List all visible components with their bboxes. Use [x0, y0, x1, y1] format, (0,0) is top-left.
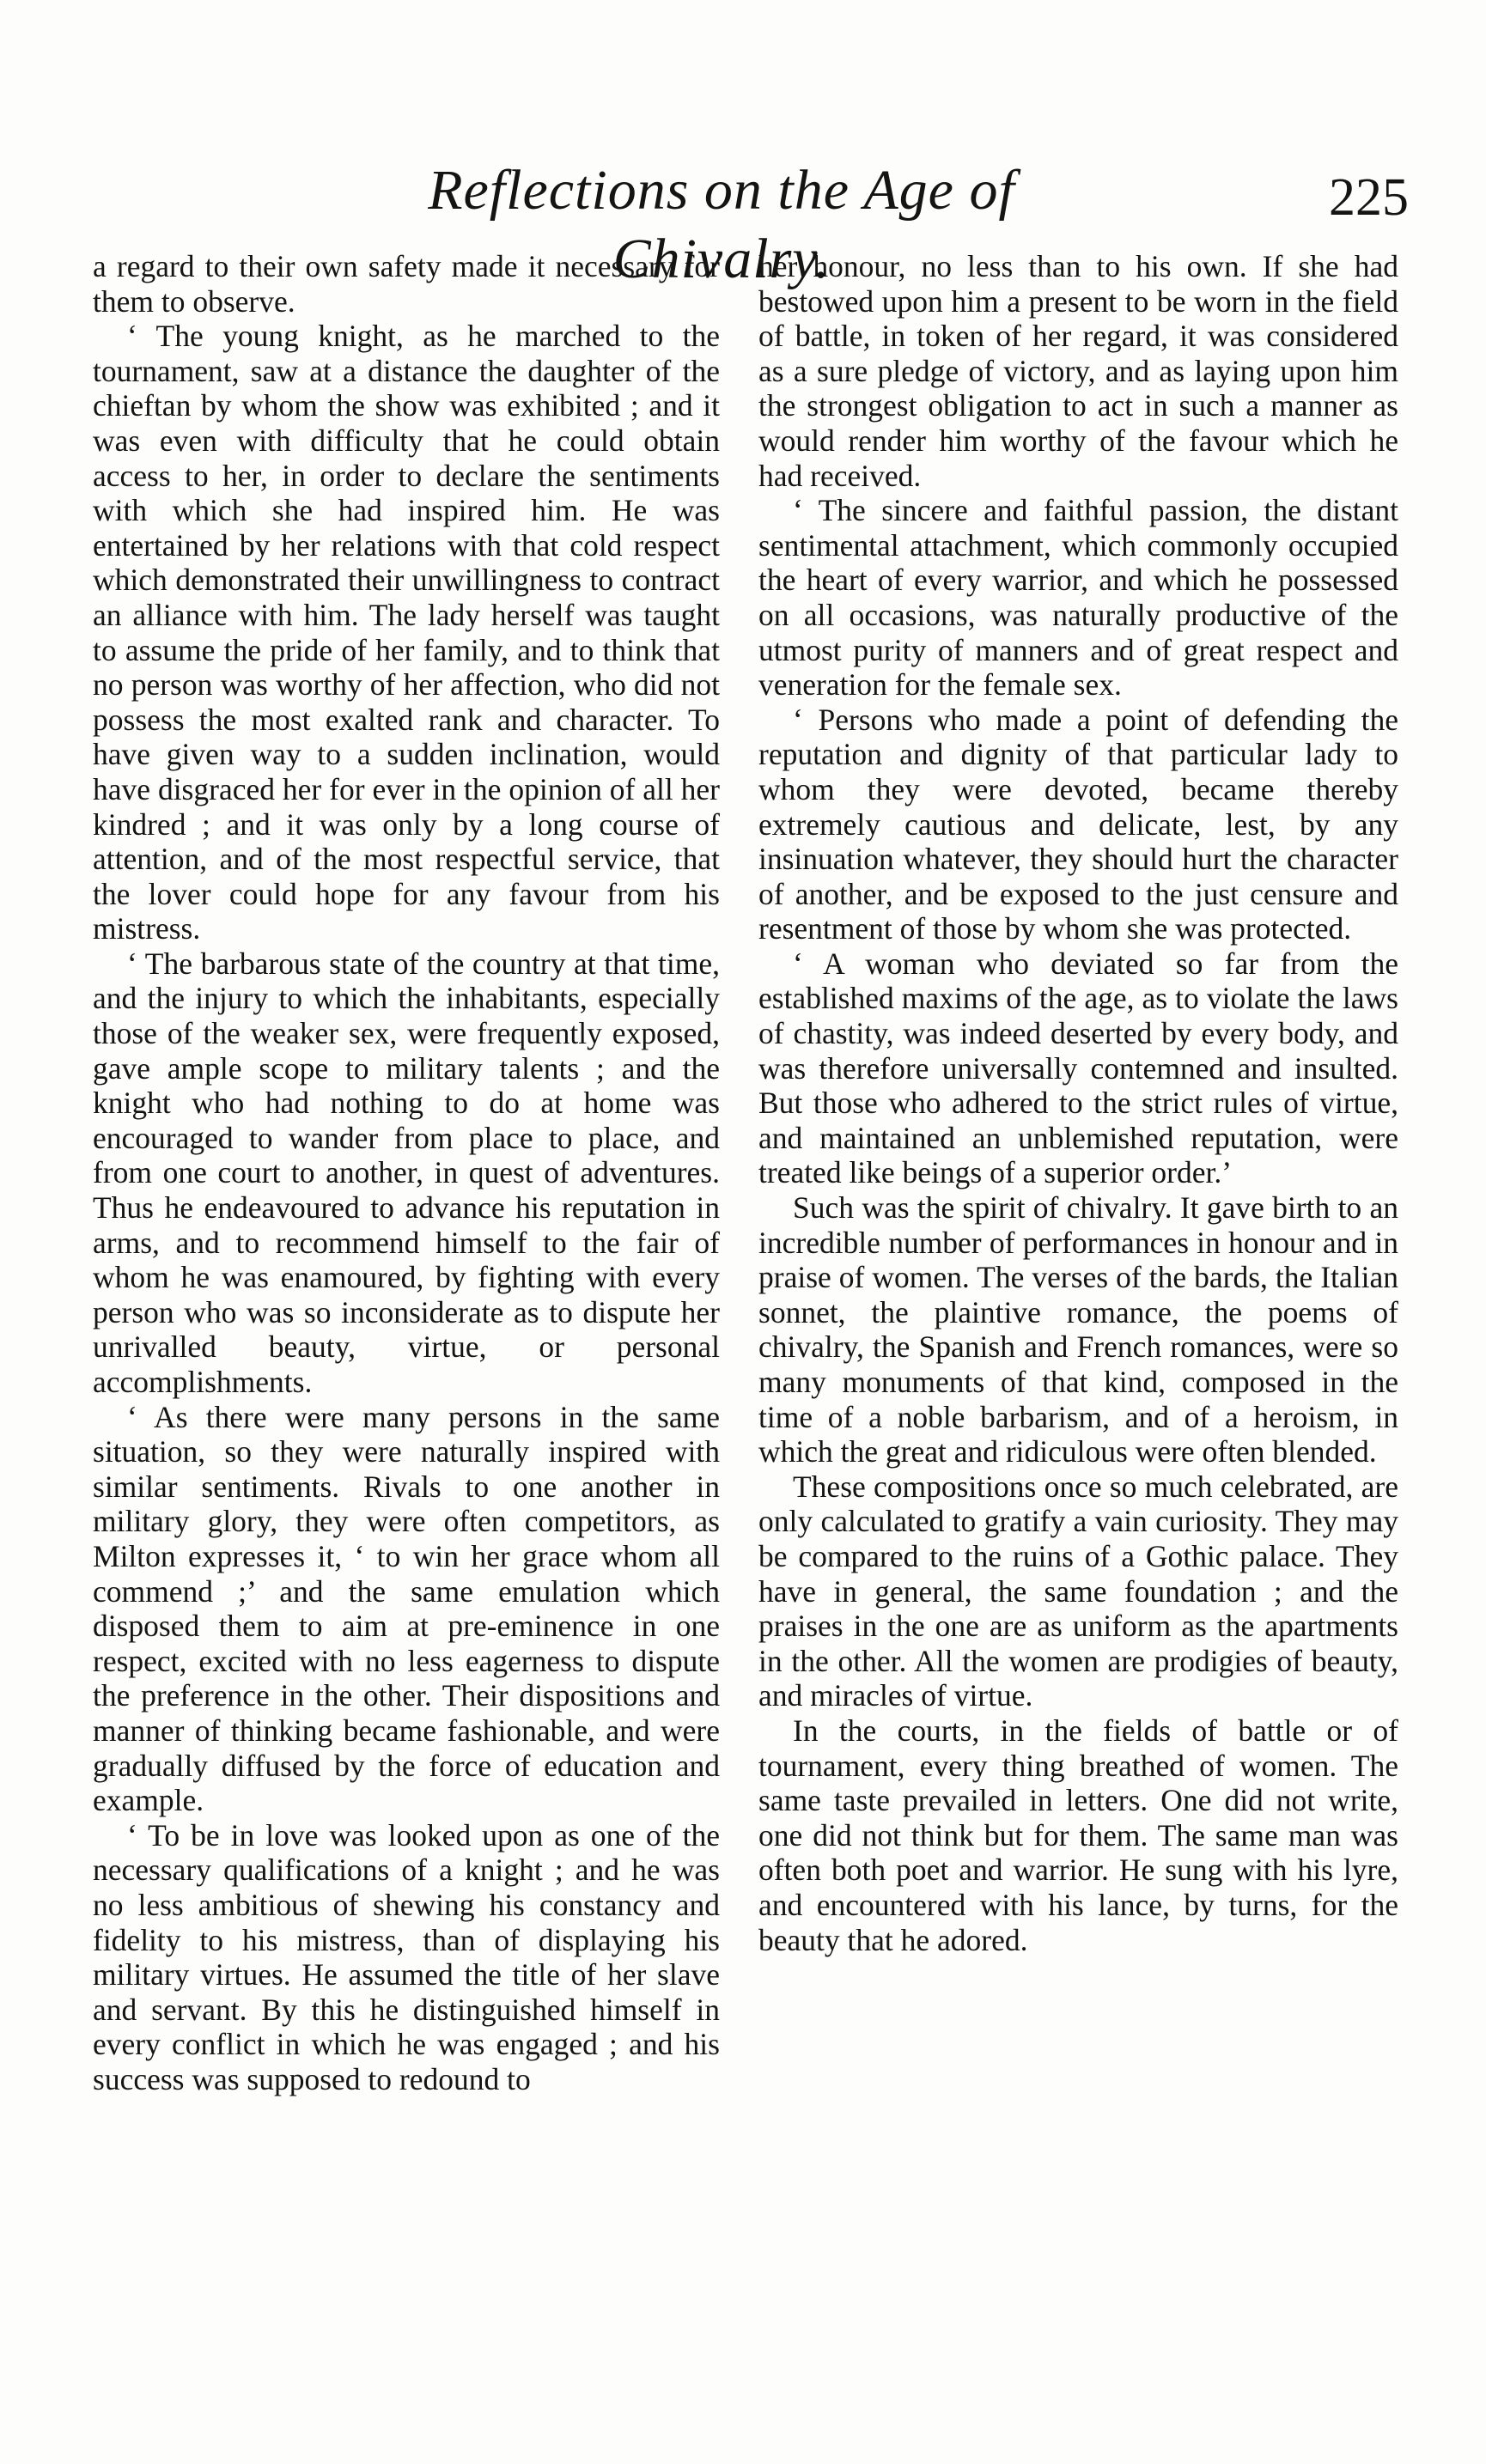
right-paragraph-6: These compositions once so much celebrated, are only calculated to gratify a vain curiosity. They may be compared to the ruins of a Gothic palace. They have in general, the same foundation ; and the praises in the one are as uniform as the apartments in the other. All the women are prodigies of beauty, and miracles of virtue.	[758, 1469, 1398, 1713]
running-title: Reflections on the Age of Chivalry.	[428, 159, 1015, 290]
right-column	[758, 249, 1398, 1957]
right-paragraph-3: ‘ Persons who made a point of defending the reputation and dignity of that particular lady to whom they were devoted, became thereby extremely cautious and delicate, lest, by any insinuation whatever, they should hurt the character of another, and be exposed to the just censure and resentment of those by whom she was protected.	[758, 702, 1398, 946]
left-paragraph-3: ‘ The barbarous state of the country at that time, and the injury to which the inhabitants, especially those of the weaker sex, were frequently exposed, gave ample scope to military talents ; and the knight who had nothing to do at home was encouraged to wander from place to place, and from one court to another, in quest of adventures. Thus he endeavoured to advance his reputation in arms, and to recommend himself to the fair of whom he was enamoured, by fighting with every person who was so inconsiderate as to dispute her unrivalled beauty, virtue, or personal accomplishments.	[93, 946, 720, 1399]
page-number: 225	[1329, 168, 1409, 227]
left-paragraph-1: a regard to their own safety made it necessary for them to observe.	[93, 249, 720, 319]
left-paragraph-4: ‘ As there were many persons in the same situation, so they were naturally inspired with similar sentiments. Rivals to one another in military glory, they were often competitors, as Milton expresses it, ‘ to win her grace whom all commend ;’ and the same emulation which disposed them to aim at pre-eminence in one respect, excited with no less eagerness to dispute the preference in the other. Their dispositions and manner of thinking became fashionable, and were gradually diffused by the force of education and example.	[93, 1399, 720, 1818]
left-column	[93, 249, 720, 2096]
left-paragraph-5: ‘ To be in love was looked upon as one of the necessary qualifications of a knight ; and he was no less ambitious of shewing his constancy and fidelity to his mistress, than of displaying his military virtues. He assumed the title of her slave and servant. By this he distinguished himself in every conflict in which he was engaged ; and his success was supposed to redound to	[93, 1817, 720, 2096]
right-paragraph-1: her honour, no less than to his own. If she had bestowed upon him a present to be worn in the field of battle, in token of her regard, it was considered as a sure pledge of victory, and as laying upon him the strongest obligation to act in such a manner as would render him worthy of the favour which he had received.	[758, 249, 1398, 493]
right-paragraph-7: In the courts, in the fields of battle or of tournament, every thing breathed of women. The same taste prevailed in letters. One did not write, one did not think but for them. The same man was often both poet and warrior. He sung with his lyre, and encountered with his lance, by turns, for the beauty that he adored.	[758, 1713, 1398, 1957]
right-paragraph-4: ‘ A woman who deviated so far from the established maxims of the age, as to violate the laws of chastity, was indeed deserted by every body, and was therefore universally contemned and insulted. But those who adhered to the strict rules of virtue, and maintained an unblemished reputation, were treated like beings of a superior order.’	[758, 946, 1398, 1190]
right-paragraph-5: Such was the spirit of chivalry. It gave birth to an incredible number of performances in honour and in praise of women. The verses of the bards, the Italian sonnet, the plaintive romance, the poems of chivalry, the Spanish and French romances, were so many monuments of that kind, composed in the time of a noble barbarism, and of a heroism, in which the great and ridiculous were often blended.	[758, 1190, 1398, 1469]
right-paragraph-2: ‘ The sincere and faithful passion, the distant sentimental attachment, which commonly occupied the heart of every warrior, and which he possessed on all occasions, was naturally productive of the utmost purity of manners and of great respect and veneration for the female sex.	[758, 493, 1398, 703]
left-paragraph-2: ‘ The young knight, as he marched to the tournament, saw at a distance the daughter of the chieftan by whom the show was exhibited ; and it was even with difficulty that he could obtain access to her, in order to declare the sentiments with which she had inspired him. He was entertained by her relations with that cold respect which demonstrated their unwillingness to contract an alliance with him. The lady herself was taught to assume the pride of her family, and to think that no person was worthy of her affection, who did not possess the most exalted rank and character. To have given way to a sudden inclination, would have disgraced her for ever in the opinion of all her kindred ; and it was only by a long course of attention, and of the most respectful service, that the lover could hope for any favour from his mistress.	[93, 319, 720, 946]
